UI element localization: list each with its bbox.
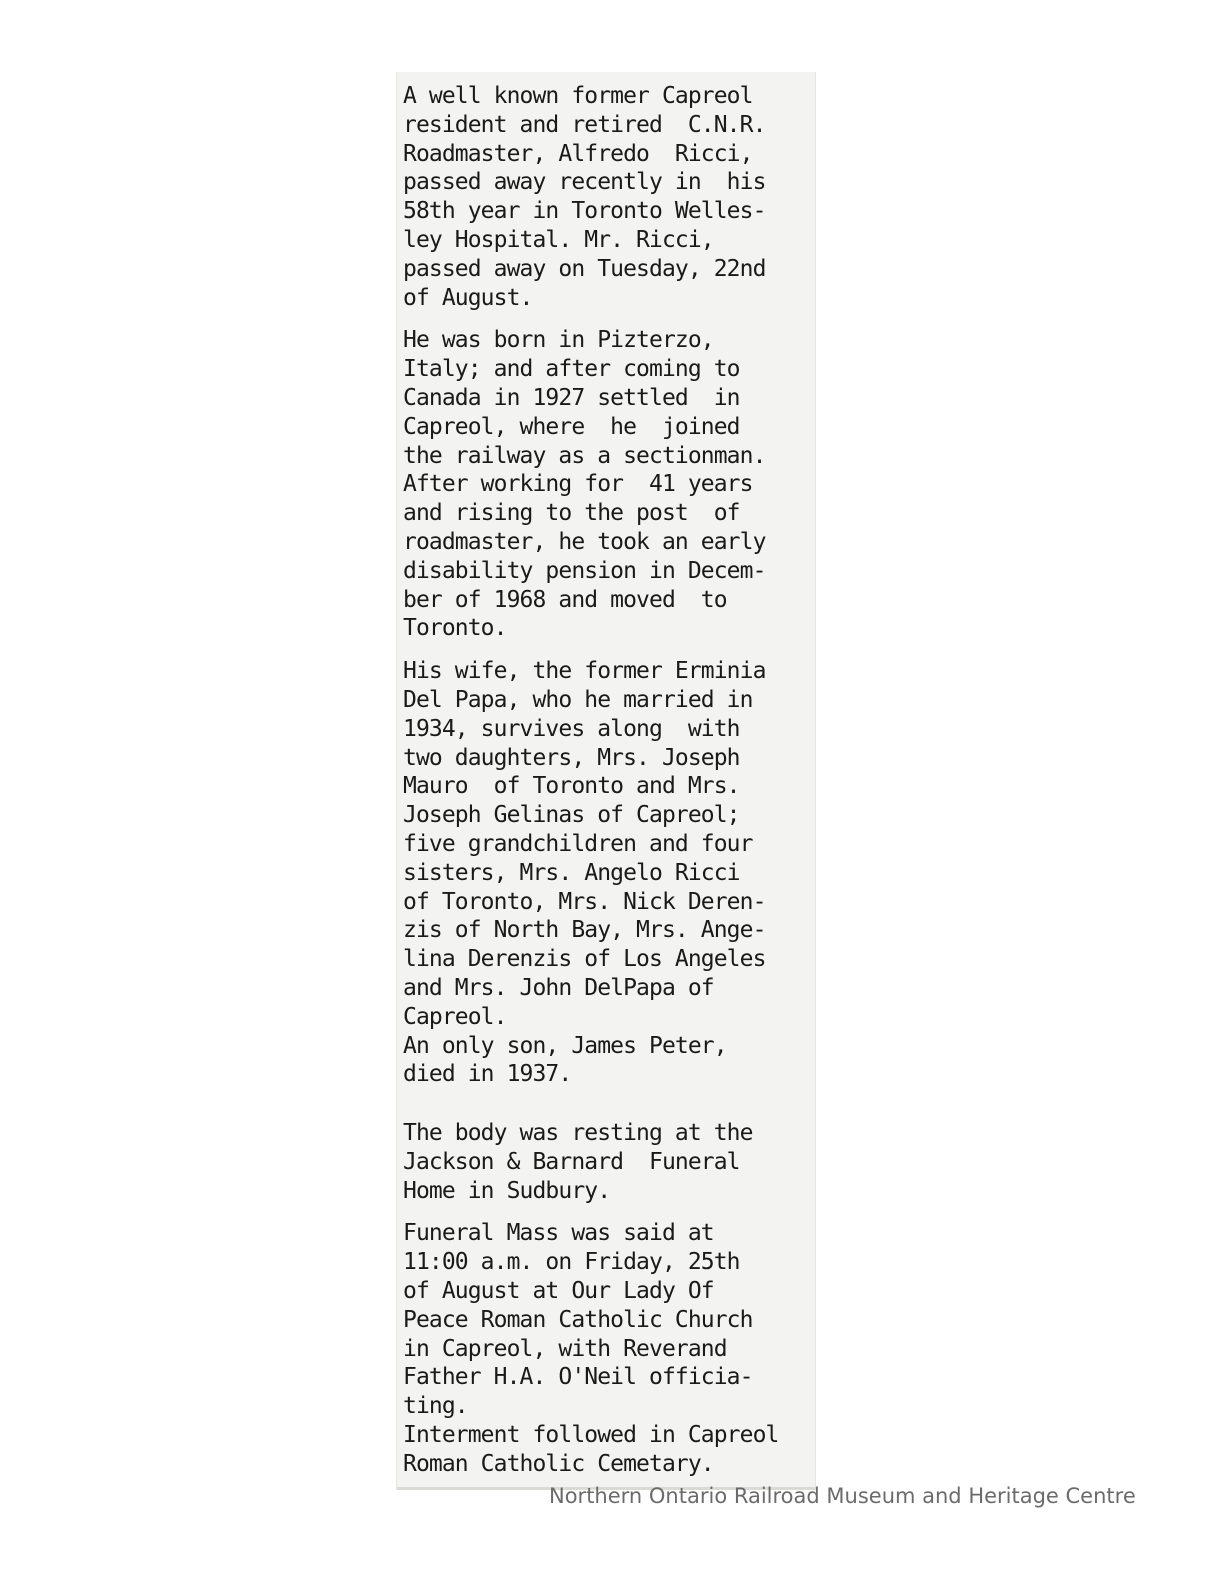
text-line: 58th year in Toronto Welles- [403, 198, 766, 225]
text-line: zis of North Bay, Mrs. Ange- [403, 917, 766, 944]
obituary-text [403, 82, 816, 1479]
text-line: Roadmaster, Alfredo Ricci, [403, 140, 753, 167]
text-line: 11:00 a.m. on Friday, 25th [403, 1249, 740, 1276]
text-line: lina Derenzis of Los Angeles [403, 946, 766, 973]
text-line: Roman Catholic Cemetary. [403, 1450, 714, 1477]
text-line: Peace Roman Catholic Church [403, 1306, 753, 1333]
text-line: Mauro of Toronto and Mrs. [403, 773, 740, 800]
text-line: two daughters, Mrs. Joseph [403, 744, 740, 771]
text-line: resident and retired C.N.R. [403, 111, 766, 138]
text-line: and rising to the post of [403, 500, 740, 527]
text-line: Interment followed in Capreol [403, 1422, 779, 1449]
text-line: and Mrs. John DelPapa of [403, 974, 714, 1001]
text-line: ber of 1968 and moved to [403, 586, 727, 613]
text-line: disability pension in Decem- [403, 557, 766, 584]
text-line: passed away recently in his [403, 169, 766, 196]
text-line: An only son, James Peter, [403, 1032, 727, 1059]
text-line: roadmaster, he took an early [403, 528, 766, 555]
text-line: of Toronto, Mrs. Nick Deren- [403, 888, 766, 915]
text-line: Home in Sudbury. [403, 1177, 611, 1204]
text-line: Funeral Mass was said at [403, 1220, 714, 1247]
text-line: His wife, the former Erminia [403, 658, 766, 685]
text-line: Father H.A. O'Neil officia- [403, 1364, 753, 1391]
text-line: of August. [403, 284, 533, 311]
text-line: ting. [403, 1393, 468, 1420]
text-line: The body was resting at the [403, 1120, 753, 1147]
paragraph-announcement [403, 82, 816, 312]
text-line: Del Papa, who he married in [403, 686, 753, 713]
text-line: Italy; and after coming to [403, 356, 740, 383]
text-line: A well known former Capreol [403, 83, 753, 109]
text-line: in Capreol, with Reverand [403, 1335, 727, 1362]
text-line: Toronto. [403, 615, 507, 642]
text-line: five grandchildren and four [403, 830, 753, 857]
archive-credit: Northern Ontario Railroad Museum and Heritage Centre [549, 1484, 1136, 1508]
text-line: 1934, survives along with [403, 715, 740, 742]
text-line: Jackson & Barnard Funeral [403, 1148, 740, 1175]
text-line: He was born in Pizterzo, [403, 327, 714, 354]
newspaper-clipping [396, 72, 816, 1490]
text-line: Capreol. [403, 1003, 507, 1030]
text-line: Joseph Gelinas of Capreol; [403, 802, 740, 829]
paragraph-funeral-mass [403, 1219, 816, 1421]
paragraph-son [403, 1032, 816, 1090]
text-line: sisters, Mrs. Angelo Ricci [403, 859, 740, 886]
paragraph-biography [403, 326, 816, 643]
text-line: of August at Our Lady Of [403, 1278, 714, 1305]
text-line: After working for 41 years [403, 471, 753, 498]
paragraph-survivors [403, 657, 816, 1031]
text-line: ley Hospital. Mr. Ricci, [403, 226, 714, 253]
text-line: Capreol, where he joined [403, 413, 740, 440]
paragraph-interment [403, 1421, 816, 1479]
text-line: passed away on Tuesday, 22nd [403, 255, 766, 282]
text-line: Canada in 1927 settled in [403, 384, 740, 411]
paragraph-funeral-home [403, 1119, 816, 1205]
text-line: died in 1937. [403, 1061, 572, 1088]
text-line: the railway as a sectionman. [403, 442, 766, 469]
